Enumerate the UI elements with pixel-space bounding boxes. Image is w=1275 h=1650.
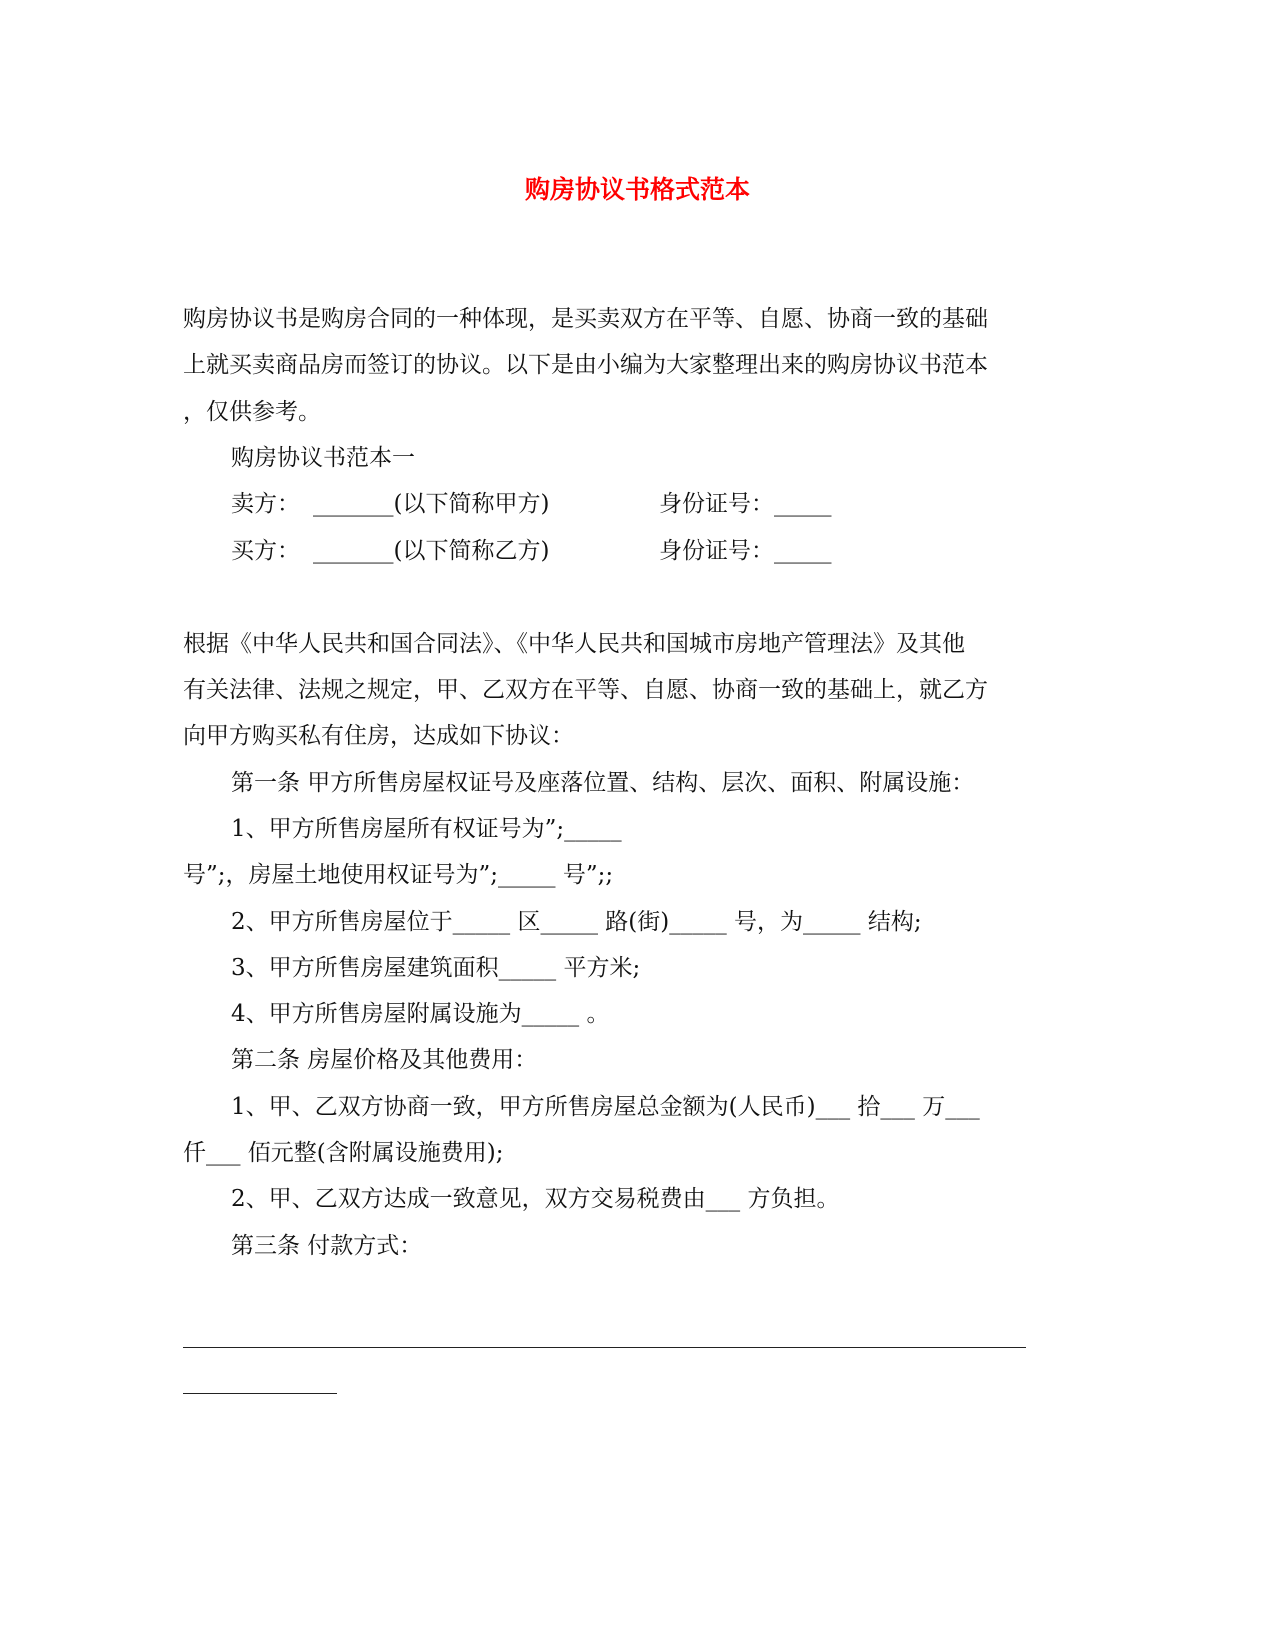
article-2-item-2: 2、甲、乙双方达成一致意见，双方交易税费由___ 方负担。 bbox=[231, 1186, 840, 1212]
basis-line-1: 根据《中华人民共和国合同法》、《中华人民共和国城市房地产管理法》及其他 bbox=[183, 631, 965, 657]
buyer-name-blank: _______(以下简称乙方) bbox=[313, 538, 550, 564]
seller-label: 卖方： bbox=[231, 491, 300, 517]
basis-line-3: 向甲方购买私有住房，达成如下协议： bbox=[183, 723, 574, 749]
intro-line-3: ，仅供参考。 bbox=[183, 399, 321, 425]
buyer-label: 买方： bbox=[231, 538, 300, 564]
fill-in-line-1 bbox=[183, 1347, 1026, 1348]
article-1-item-3: 3、甲方所售房屋建筑面积_____ 平方米; bbox=[231, 955, 641, 981]
buyer-id-field: 身份证号：_____ bbox=[659, 538, 832, 564]
intro-line-2: 上就买卖商品房而签订的协议。以下是由小编为大家整理出来的购房协议书范本 bbox=[183, 352, 988, 378]
seller-id-field: 身份证号：_____ bbox=[659, 491, 832, 517]
article-1-heading: 第一条 甲方所售房屋权证号及座落位置、结构、层次、面积、附属设施： bbox=[231, 770, 975, 796]
article-1-item-1b: 号”;，房屋土地使用权证号为”;_____ 号”;; bbox=[183, 862, 614, 888]
article-1-item-1a: 1、甲方所售房屋所有权证号为”;_____ bbox=[231, 816, 622, 842]
intro-line-1: 购房协议书是购房合同的一种体现，是买卖双方在平等、自愿、协商一致的基础 bbox=[183, 306, 988, 332]
article-2-item-1a: 1、甲、乙双方协商一致，甲方所售房屋总金额为(人民币)___ 拾___ 万___ bbox=[231, 1094, 980, 1120]
seller-name-blank: _______(以下简称甲方) bbox=[313, 491, 550, 517]
article-1-item-2: 2、甲方所售房屋位于_____ 区_____ 路(街)_____ 号，为_____ 结构; bbox=[231, 909, 922, 935]
fill-in-line-2 bbox=[183, 1393, 337, 1394]
document-title: 购房协议书格式范本 bbox=[524, 175, 750, 204]
article-3-heading: 第三条 付款方式： bbox=[231, 1233, 423, 1259]
article-2-item-1b: 仟___ 佰元整(含附属设施费用); bbox=[183, 1140, 504, 1166]
article-1-item-4: 4、甲方所售房屋附属设施为_____ 。 bbox=[231, 1001, 610, 1027]
basis-line-2: 有关法律、法规之规定，甲、乙双方在平等、自愿、协商一致的基础上，就乙方 bbox=[183, 677, 988, 703]
sample-heading: 购房协议书范本一 bbox=[231, 445, 415, 471]
article-2-heading: 第二条 房屋价格及其他费用： bbox=[231, 1047, 538, 1073]
